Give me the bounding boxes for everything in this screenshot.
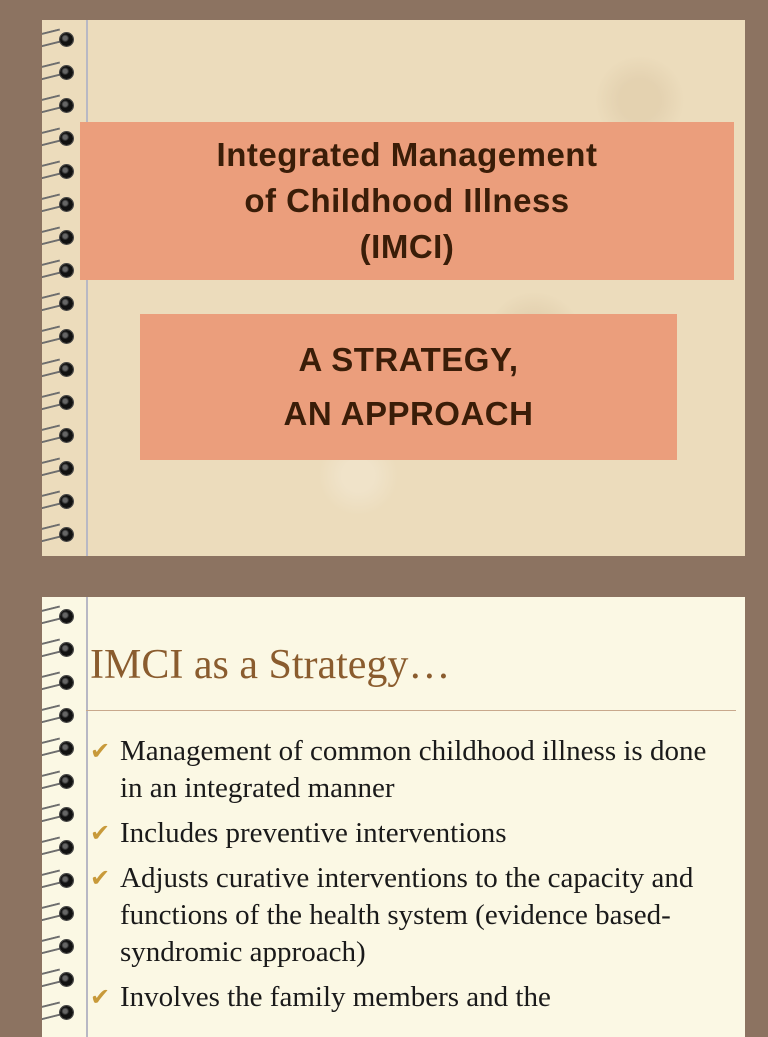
slide-heading: IMCI as a Strategy… [90,642,451,688]
heading-divider [86,710,736,711]
bullet-item [90,733,730,807]
spiral-ring [42,607,78,627]
check-mark-icon: ✔ [90,737,111,765]
spiral-ring [42,294,78,314]
spiral-ring [42,162,78,182]
spiral-ring [42,129,78,149]
spiral-ring [42,63,78,83]
margin-line [86,20,88,556]
spiral-ring [42,426,78,446]
spiral-ring [42,327,78,347]
subtitle-line-1: A STRATEGY, [298,341,519,378]
spiral-ring [42,838,78,858]
spiral-ring [42,525,78,545]
title-box [80,122,734,280]
check-mark-icon: ✔ [90,819,111,847]
spiral-ring [42,673,78,693]
bullet-text: Adjusts curative interventions to the capacity and functions of the health system (evidence based-syndromic approach) [120,862,694,968]
spiral-ring [42,228,78,248]
bullet-item [90,979,730,1016]
spiral-ring [42,904,78,924]
spiral-ring [42,706,78,726]
slide-1 [42,20,745,556]
spiral-ring [42,360,78,380]
check-mark-icon: ✔ [90,864,111,892]
spiral-ring [42,261,78,281]
spiral-ring [42,459,78,479]
spiral-ring [42,871,78,891]
spiral-ring [42,393,78,413]
bullet-list [90,733,730,1024]
spiral-ring [42,30,78,50]
title-line-2: of Childhood Illness [244,182,570,219]
slide-2 [42,597,745,1037]
spiral-ring [42,772,78,792]
spiral-ring [42,805,78,825]
check-mark-icon: ✔ [90,983,111,1011]
subtitle-line-2: AN APPROACH [283,395,534,432]
title-line-1: Integrated Management [216,136,598,173]
spiral-ring [42,937,78,957]
bullet-item [90,860,730,971]
bullet-text: Management of common childhood illness is done in an integrated manner [120,735,707,804]
bullet-text: Includes preventive interventions [120,817,507,849]
spiral-ring [42,96,78,116]
bullet-item [90,815,730,852]
subtitle-box [140,314,677,460]
bullet-text: Involves the family members and the [120,981,551,1013]
title-line-3: (IMCI) [359,228,455,265]
spiral-ring [42,640,78,660]
spiral-ring [42,195,78,215]
spiral-ring [42,739,78,759]
margin-line [86,597,88,1037]
spiral-ring [42,970,78,990]
spiral-ring [42,1003,78,1023]
spiral-ring [42,492,78,512]
